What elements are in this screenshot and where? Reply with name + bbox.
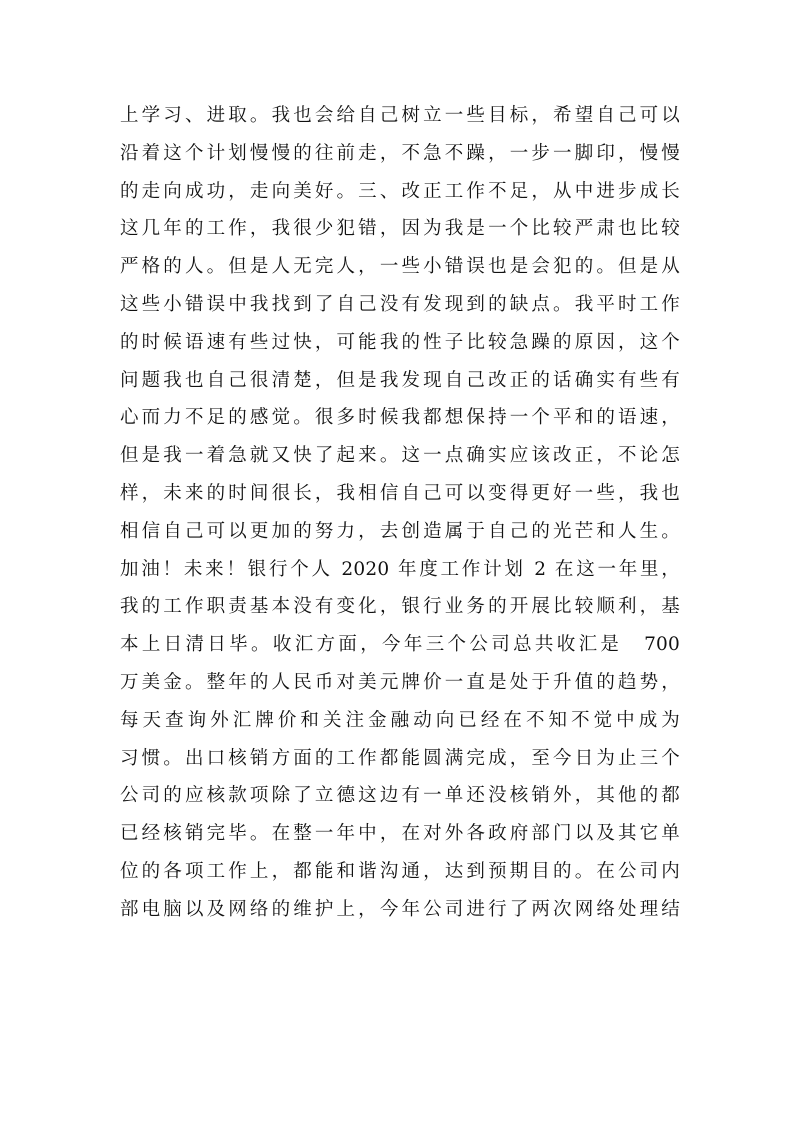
text-line: 上学习、进取。我也会给自己树立一些目标，希望自己可以 <box>120 105 680 126</box>
text-line: 相信自己可以更加的努力，去创造属于自己的光芒和人生。 <box>120 520 680 542</box>
text-line: 但是我一着急就又快了起来。这一点确实应该改正，不论怎 <box>120 445 680 467</box>
text-line: 加油！未来！银行个人 2020 年度工作计划 2 在这一年里， <box>120 558 680 580</box>
text-line: 这几年的工作，我很少犯错，因为我是一个比较严肃也比较 <box>120 218 680 240</box>
text-line: 公司的应核款项除了立德这边有一单还没核销外，其他的都 <box>120 785 680 807</box>
text-line: 位的各项工作上，都能和谐沟通，达到预期目的。在公司内 <box>120 860 680 882</box>
text-line: 严格的人。但是人无完人，一些小错误也是会犯的。但是从 <box>120 256 680 278</box>
text-line: 样，未来的时间很长，我相信自己可以变得更好一些，我也 <box>120 482 680 504</box>
text-line: 这些小错误中我找到了自己没有发现到的缺点。我平时工作 <box>120 293 680 315</box>
text-line: 已经核销完毕。在整一年中，在对外各政府部门以及其它单 <box>120 823 680 845</box>
text-line: 习惯。出口核销方面的工作都能圆满完成，至今日为止三个 <box>120 747 680 769</box>
text-line: 沿着这个计划慢慢的往前走，不急不躁，一步一脚印，慢慢 <box>120 142 680 164</box>
text-line: 问题我也自己很清楚，但是我发现自己改正的话确实有些有 <box>120 369 680 391</box>
text-line: 的时候语速有些过快，可能我的性子比较急躁的原因，这个 <box>120 331 680 353</box>
text-line: 部电脑以及网络的维护上，今年公司进行了两次网络处理结 <box>120 898 680 920</box>
text-line: 本上日清日毕。收汇方面，今年三个公司总共收汇是 700 <box>120 634 680 656</box>
text-line: 我的工作职责基本没有变化，银行业务的开展比较顺利，基 <box>120 596 680 618</box>
text-line: 万美金。整年的人民币对美元牌价一直是处于升值的趋势， <box>120 671 680 693</box>
body-text <box>120 97 680 929</box>
text-line: 心而力不足的感觉。很多时候我都想保持一个平和的语速， <box>120 407 680 429</box>
text-line: 每天查询外汇牌价和关注金融动向已经在不知不觉中成为 <box>120 709 680 731</box>
text-line: 的走向成功，走向美好。三、改正工作不足，从中进步成长 <box>120 180 680 202</box>
